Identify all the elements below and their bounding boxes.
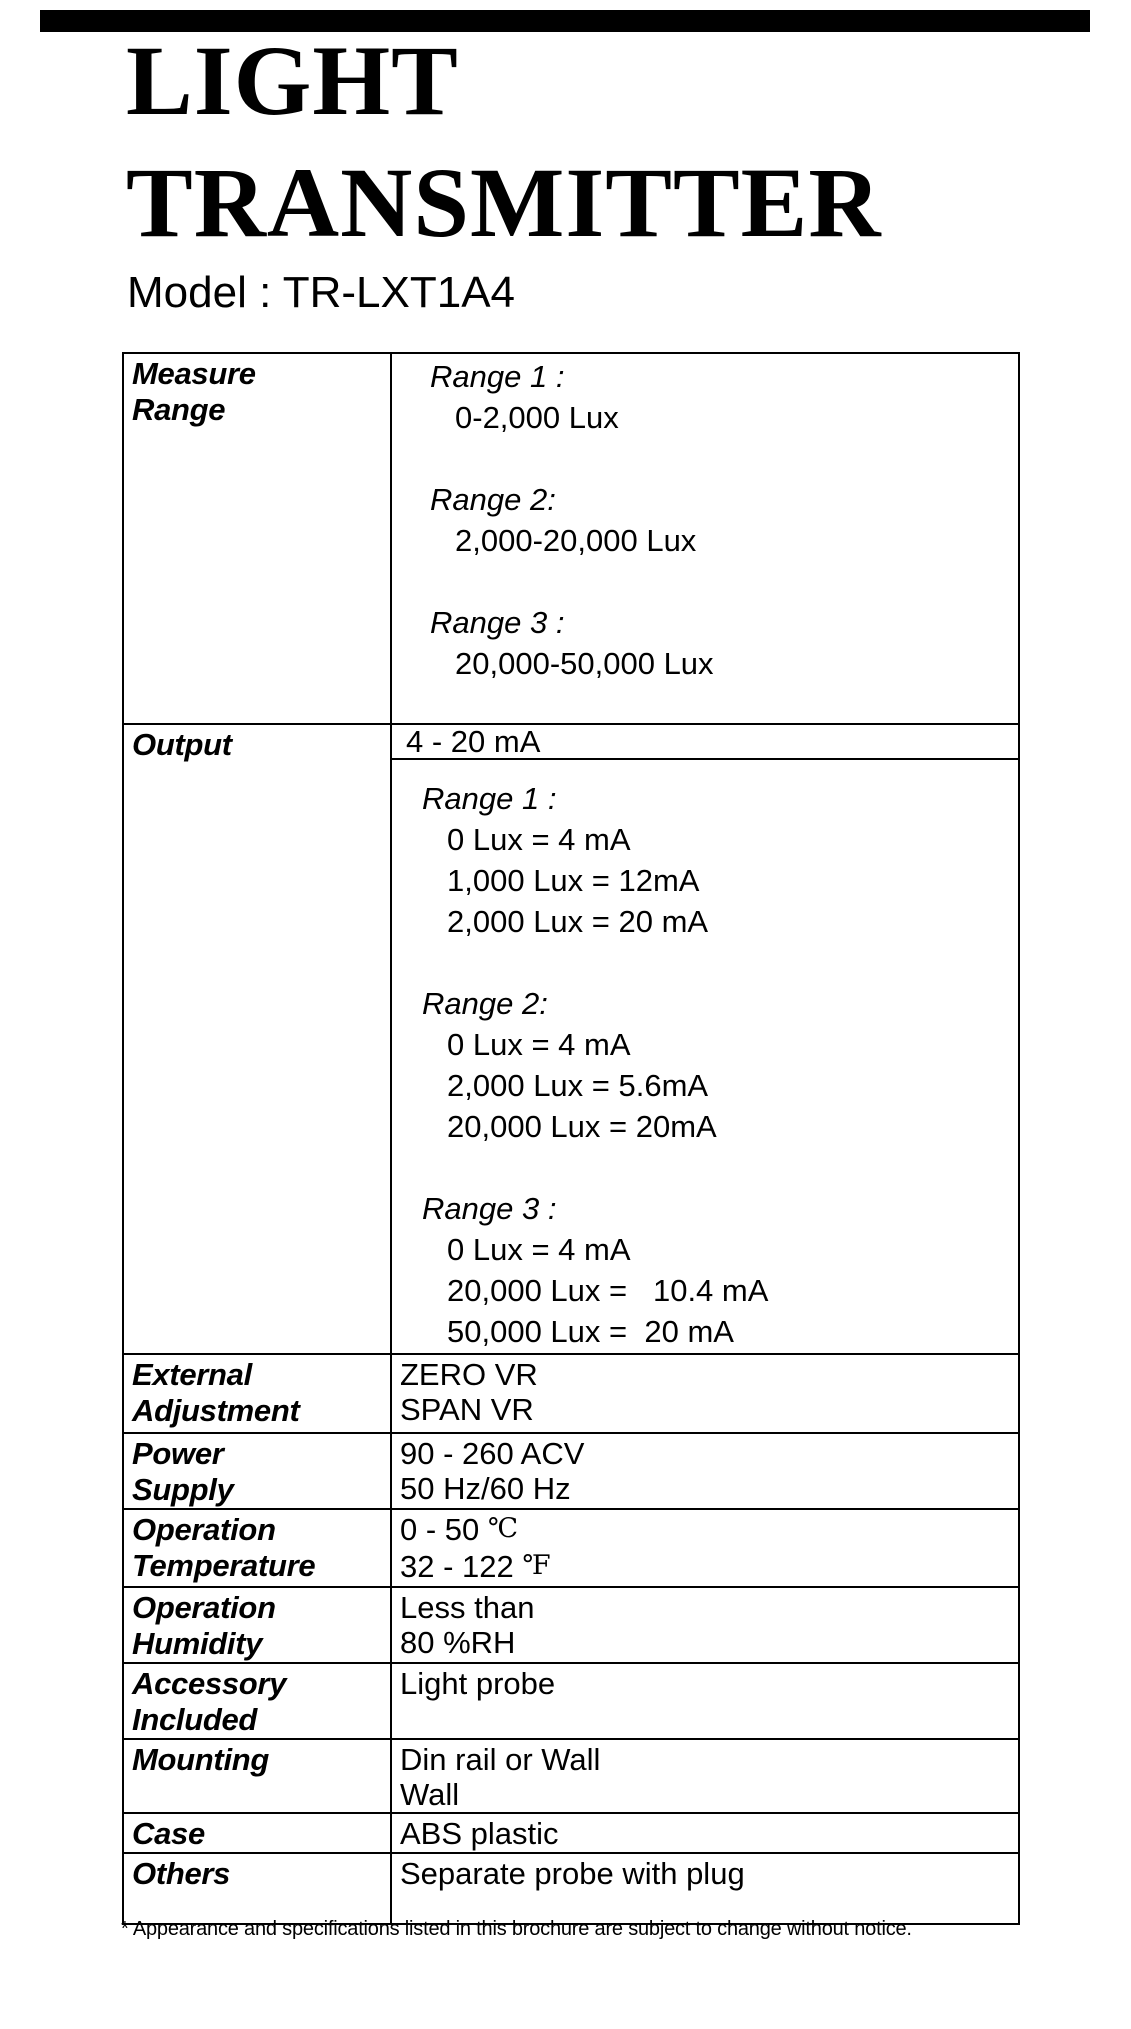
range-group: Range 1 : 0-2,000 Lux: [430, 359, 619, 435]
spec-table: [122, 352, 1020, 1925]
row-label-accessory-included: Accessory Included: [123, 1663, 391, 1739]
row-value-external-adjustment: ZERO VR SPAN VR: [391, 1354, 1019, 1433]
row-label-case: Case: [123, 1813, 391, 1853]
row-label-measure-range: Measure Range: [123, 353, 391, 724]
row-value-power-supply: 90 - 260 ACV 50 Hz/60 Hz: [391, 1433, 1019, 1509]
title-line-1: LIGHT: [126, 25, 459, 136]
range-group: Range 1 : 0 Lux = 4 mA 1,000 Lux = 12mA 2,000 Lux = 20 mA: [422, 781, 709, 939]
range-group: Range 2: 0 Lux = 4 mA 2,000 Lux = 5.6mA 20,000 Lux = 20mA: [422, 986, 717, 1144]
output-detail: [392, 760, 1018, 1352]
row-value-operation-temperature: 0 - 50 ℃ 32 - 122 ℉: [391, 1509, 1019, 1587]
row-label-operation-temperature: Operation Temperature: [123, 1509, 391, 1587]
row-label-mounting: Mounting: [123, 1739, 391, 1813]
table-row-operation-temperature: [123, 1509, 1019, 1587]
row-label-others: Others: [123, 1853, 391, 1924]
row-value-operation-humidity: Less than 80 %RH: [391, 1587, 1019, 1663]
table-row-operation-humidity: [123, 1587, 1019, 1663]
title-line-2: TRANSMITTER: [126, 147, 882, 258]
row-value-others: Separate probe with plug: [391, 1853, 1019, 1924]
row-label-power-supply: Power Supply: [123, 1433, 391, 1509]
table-row-external-adjustment: [123, 1354, 1019, 1433]
row-value-mounting: Din rail or Wall Wall: [391, 1739, 1019, 1813]
table-row-others: [123, 1853, 1019, 1924]
row-label-output: Output: [123, 724, 391, 1354]
row-value-accessory-included: Light probe: [391, 1663, 1019, 1739]
range-group: Range 2: 2,000-20,000 Lux: [430, 482, 697, 558]
table-row-mounting: [123, 1739, 1019, 1813]
range-group: Range 3 : 20,000-50,000 Lux: [430, 605, 714, 681]
row-value-measure-range: [391, 353, 1019, 724]
table-row-output: [123, 724, 1019, 1354]
table-row-case: [123, 1813, 1019, 1853]
celsius-symbol: ℃: [487, 1513, 519, 1544]
table-row-power-supply: [123, 1433, 1019, 1509]
output-headline: 4 - 20 mA: [392, 725, 1018, 760]
fahrenheit-symbol: ℉: [522, 1550, 551, 1581]
row-label-external-adjustment: External Adjustment: [123, 1354, 391, 1433]
footnote: * Appearance and specifications listed in this brochure are subject to change without notice.: [121, 1918, 912, 1940]
table-row-accessory-included: [123, 1663, 1019, 1739]
row-label-operation-humidity: Operation Humidity: [123, 1587, 391, 1663]
table-row-measure-range: [123, 353, 1019, 724]
model-line: Model : TR-LXT1A4: [127, 268, 516, 317]
page-title: [126, 20, 882, 264]
row-value-case: ABS plastic: [391, 1813, 1019, 1853]
range-group: Range 3 : 0 Lux = 4 mA 20,000 Lux = 10.4 mA 50,000 Lux = 20 mA: [422, 1191, 769, 1349]
row-value-output: [391, 724, 1019, 1354]
